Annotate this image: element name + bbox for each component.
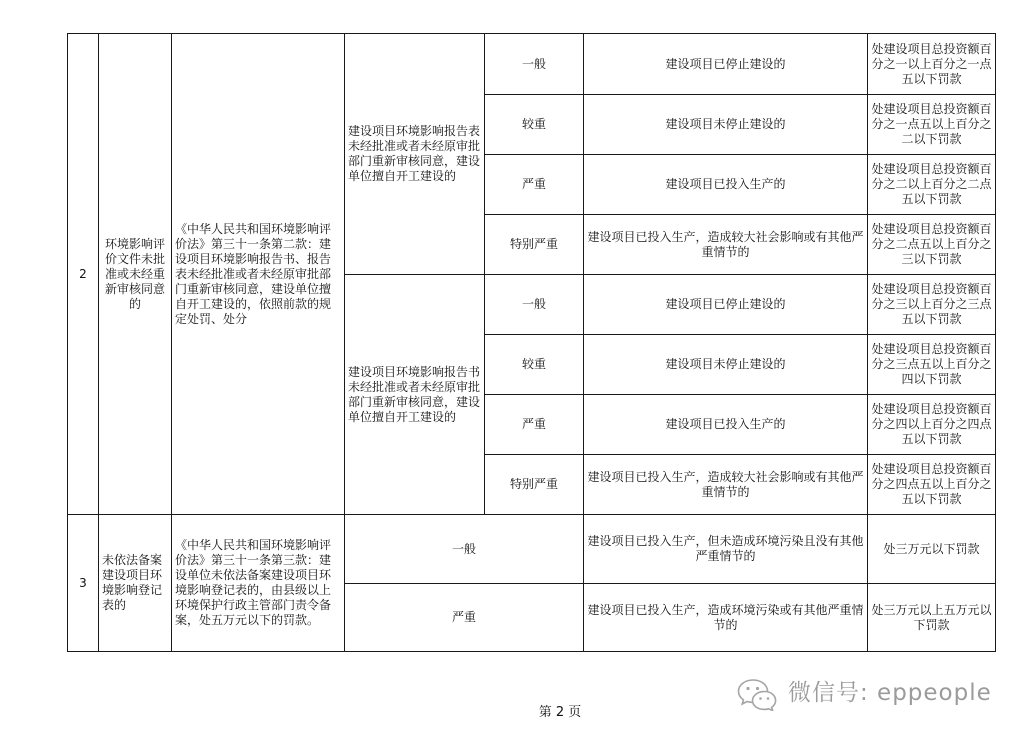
penalty-amount: 处三万元以上五万元以下罚款 xyxy=(868,584,996,652)
penalty-amount: 处建设项目总投资额百分之三点五以上百分之四以下罚款 xyxy=(868,335,996,395)
penalty-standard-table xyxy=(67,33,996,652)
specific-condition: 建设项目已投入生产的 xyxy=(584,395,868,455)
severity-level: 较重 xyxy=(485,335,584,395)
penalty-amount: 处建设项目总投资额百分之一以上百分之一点五以下罚款 xyxy=(868,34,996,95)
row-2-number: 2 xyxy=(68,34,99,515)
severity-level: 一般 xyxy=(345,515,584,584)
page-number: 第 2 页 xyxy=(538,705,582,720)
penalty-amount: 处建设项目总投资额百分之四点五以上百分之五以下罚款 xyxy=(868,455,996,515)
row-2-violation: 环境影响评价文件未批准或未经重新审核同意的 xyxy=(99,34,172,515)
specific-condition: 建设项目已停止建设的 xyxy=(584,34,868,95)
row-2-legal-basis: 《中华人民共和国环境影响评价法》第三十一条第二款：建设项目环境影响报告书、报告表未经批准或者未经原审批部门重新审核同意，建设单位擅自开工建设的，依照前款的规定处罚、处分 xyxy=(172,34,345,515)
specific-condition: 建设项目未停止建设的 xyxy=(584,95,868,155)
row-3-violation: 未依法备案建设项目环境影响登记表的 xyxy=(99,515,172,652)
watermark-text: 微信号: eppeople xyxy=(788,680,992,706)
severity-level: 特别严重 xyxy=(485,455,584,515)
specific-condition: 建设项目已投入生产，但未造成环境污染且没有其他严重情节的 xyxy=(584,515,868,584)
penalty-amount: 处建设项目总投资额百分之四以上百分之四点五以下罚款 xyxy=(868,395,996,455)
table-row xyxy=(68,515,996,584)
severity-level: 较重 xyxy=(485,95,584,155)
severity-level: 一般 xyxy=(485,34,584,95)
specific-condition: 建设项目已投入生产，造成较大社会影响或有其他严重情节的 xyxy=(584,215,868,275)
specific-condition: 建设项目已停止建设的 xyxy=(584,275,868,335)
specific-condition: 建设项目未停止建设的 xyxy=(584,335,868,395)
severity-level: 严重 xyxy=(485,395,584,455)
severity-level: 一般 xyxy=(485,275,584,335)
row-2-situation-report-book: 建设项目环境影响报告书未经批准或者未经原审批部门重新审核同意，建设单位擅自开工建设的 xyxy=(345,275,485,515)
row-3-number: 3 xyxy=(68,515,99,652)
row-3-legal-basis: 《中华人民共和国环境影响评价法》第三十一条第三款：建设单位未依法备案建设项目环境影响登记表的，由县级以上环境保护行政主管部门责令备案，处五万元以下的罚款。 xyxy=(172,515,345,652)
penalty-amount: 处建设项目总投资额百分之一点五以上百分之二以下罚款 xyxy=(868,95,996,155)
penalty-amount: 处建设项目总投资额百分之二以上百分之二点五以下罚款 xyxy=(868,155,996,215)
row-2-situation-report-form: 建设项目环境影响报告表未经批准或者未经原审批部门重新审核同意，建设单位擅自开工建设的 xyxy=(345,34,485,275)
penalty-amount: 处三万元以下罚款 xyxy=(868,515,996,584)
severity-level: 严重 xyxy=(345,584,584,652)
severity-level: 特别严重 xyxy=(485,215,584,275)
penalty-amount: 处建设项目总投资额百分之二点五以上百分之三以下罚款 xyxy=(868,215,996,275)
table-row xyxy=(68,34,996,95)
specific-condition: 建设项目已投入生产的 xyxy=(584,155,868,215)
severity-level: 严重 xyxy=(485,155,584,215)
specific-condition: 建设项目已投入生产，造成较大社会影响或有其他严重情节的 xyxy=(584,455,868,515)
penalty-amount: 处建设项目总投资额百分之三以上百分之三点五以下罚款 xyxy=(868,275,996,335)
specific-condition: 建设项目已投入生产，造成环境污染或有其他严重情节的 xyxy=(584,584,868,652)
wechat-icon xyxy=(736,677,778,711)
